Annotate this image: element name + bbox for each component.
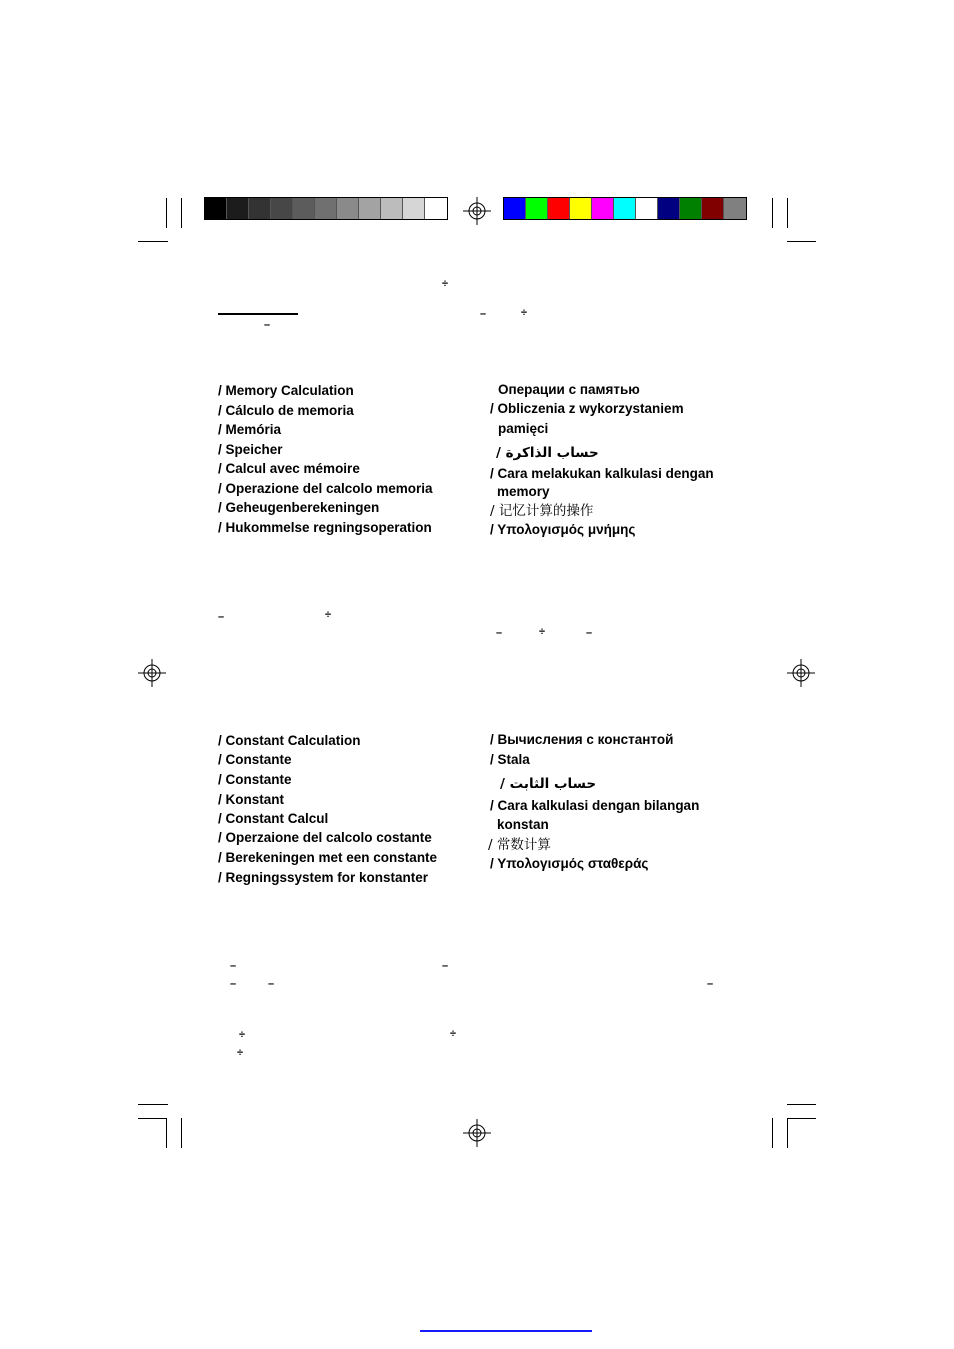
crop-mark-bottom-left-vertical	[166, 1118, 167, 1148]
registration-mark-icon	[138, 659, 166, 687]
gray-swatch-8	[381, 198, 403, 219]
color-swatch-2	[548, 198, 570, 219]
divide-symbol: ÷	[442, 278, 449, 290]
memory-title-ms: / Cara melakukan kalkulasi dengan	[490, 466, 714, 481]
memory-title-fr: / Calcul avec mémoire	[218, 461, 360, 476]
minus-symbol: –	[707, 978, 714, 990]
divide-symbol: ÷	[450, 1028, 457, 1040]
crop-mark-top-right-horizontal	[787, 241, 816, 242]
crop-mark-top-left-vertical	[166, 198, 167, 228]
gray-swatch-5	[315, 198, 337, 219]
crop-mark-bottom-right-inner	[772, 1118, 773, 1148]
gray-swatch-3	[271, 198, 293, 219]
memory-title-ar: حساب الذاكرة /	[496, 445, 599, 461]
memory-title-pl: / Obliczenia z wykorzystaniem	[490, 401, 684, 416]
color-swatch-1	[526, 198, 548, 219]
memory-title-el: / Υπολογισμός μνήμης	[490, 522, 636, 537]
gray-swatch-0	[205, 198, 227, 219]
constant-title-ar: حساب الثابت /	[500, 776, 597, 792]
gray-swatch-4	[293, 198, 315, 219]
minus-symbol: –	[230, 978, 237, 990]
memory-title-it: / Operazione del calcolo memoria	[218, 481, 433, 496]
crop-mark-top-right-inner	[772, 198, 773, 228]
memory-title-nl: / Geheugenberekeningen	[218, 500, 380, 515]
crop-mark-top-left-inner	[181, 198, 182, 228]
crop-mark-bottom-left-inner	[181, 1118, 182, 1148]
divide-symbol: ÷	[325, 609, 332, 621]
color-swatch-3	[570, 198, 592, 219]
registration-mark-icon	[787, 659, 815, 687]
color-swatch-9	[702, 198, 724, 219]
crop-mark-bottom-left-horizontal	[138, 1104, 168, 1105]
color-calibration-bar	[503, 197, 747, 220]
memory-title-de: / Speicher	[218, 442, 283, 457]
divide-symbol: ÷	[237, 1047, 244, 1059]
gray-swatch-9	[403, 198, 425, 219]
minus-symbol: –	[268, 978, 275, 990]
constant-title-da: / Regningssystem for konstanter	[218, 870, 429, 885]
registration-mark-icon	[463, 1119, 491, 1147]
constant-title-fr: / Constant Calcul	[218, 811, 329, 826]
color-swatch-6	[636, 198, 658, 219]
minus-symbol: –	[496, 627, 503, 639]
gray-swatch-6	[337, 198, 359, 219]
memory-title-en: / Memory Calculation	[218, 383, 354, 398]
constant-title-es: / Constante	[218, 752, 292, 767]
crop-mark-bottom-right-corner	[787, 1118, 816, 1119]
memory-title-ru: Операции с памятью	[498, 382, 640, 397]
minus-symbol: –	[442, 960, 449, 972]
minus-symbol: –	[218, 611, 225, 623]
color-swatch-4	[592, 198, 614, 219]
memory-title-pl-cont: pamięci	[498, 421, 549, 436]
constant-title-ru: / Вычисления с константой	[490, 732, 674, 747]
registration-mark-icon	[463, 197, 491, 225]
constant-title-nl: / Berekeningen met een constante	[218, 850, 438, 865]
gray-swatch-7	[359, 198, 381, 219]
constant-title-pt: / Constante	[218, 772, 292, 787]
crop-mark-top-left-horizontal	[138, 241, 168, 242]
minus-symbol: –	[480, 308, 487, 320]
grayscale-color-bar	[204, 197, 448, 220]
constant-title-pl: / Stala	[490, 752, 530, 767]
crop-mark-bottom-right-horizontal	[787, 1104, 816, 1105]
memory-title-es: / Cálculo de memoria	[218, 403, 354, 418]
minus-symbol: –	[264, 319, 271, 331]
memory-title-ms-cont: memory	[497, 484, 550, 499]
divide-symbol: ÷	[239, 1029, 246, 1041]
color-swatch-5	[614, 198, 636, 219]
crop-mark-top-right-vertical	[787, 198, 788, 228]
constant-title-el: / Υπολογισμός σταθεράς	[490, 856, 649, 871]
constant-title-ms-cont: konstan	[497, 817, 549, 832]
crop-mark-bottom-right-vertical	[787, 1118, 788, 1148]
constant-title-ms: / Cara kalkulasi dengan bilangan	[490, 798, 700, 813]
constant-title-en: / Constant Calculation	[218, 733, 361, 748]
memory-title-zh: / 记忆计算的操作	[490, 503, 594, 519]
memory-title-da: / Hukommelse regningsoperation	[218, 520, 432, 535]
divide-symbol: ÷	[539, 626, 546, 638]
divide-symbol: ÷	[521, 307, 528, 319]
footer-link-underline	[420, 1330, 592, 1332]
crop-mark-bottom-left-corner	[138, 1118, 167, 1119]
gray-swatch-10	[425, 198, 447, 219]
constant-title-zh: / 常数计算	[488, 837, 551, 853]
constant-title-de: / Konstant	[218, 792, 284, 807]
minus-symbol: –	[230, 960, 237, 972]
constant-title-it: / Operzaione del calcolo costante	[218, 830, 432, 845]
memory-title-pt: / Memória	[218, 422, 282, 437]
color-swatch-10	[724, 198, 746, 219]
gray-swatch-1	[227, 198, 249, 219]
color-swatch-8	[680, 198, 702, 219]
gray-swatch-2	[249, 198, 271, 219]
minus-symbol: –	[586, 627, 593, 639]
header-rule	[218, 313, 298, 315]
color-swatch-7	[658, 198, 680, 219]
color-swatch-0	[504, 198, 526, 219]
